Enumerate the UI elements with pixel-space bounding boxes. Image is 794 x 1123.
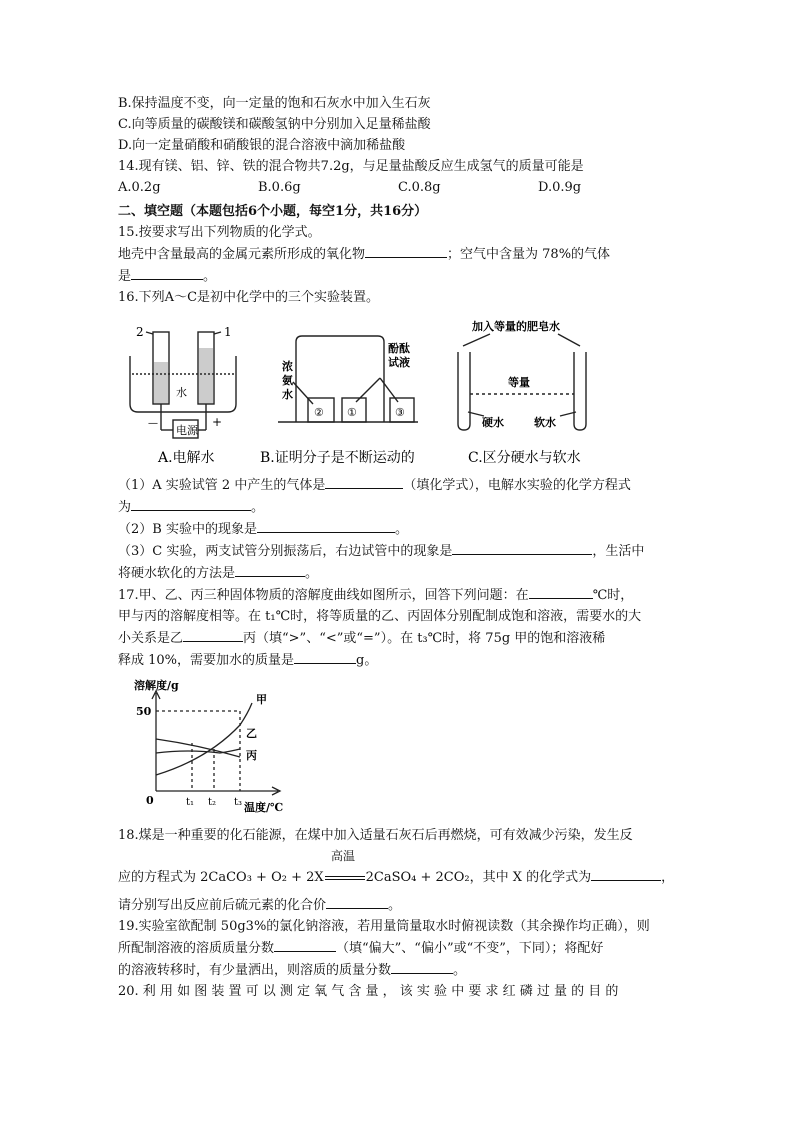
exam-page xyxy=(118,93,688,1002)
x-tick-t2: t₂ xyxy=(208,797,217,808)
curve-label-bing: 丙 xyxy=(246,749,257,762)
solubility-curve-figure xyxy=(128,679,303,819)
reaction-condition: 高温 xyxy=(331,849,356,863)
equal-amount-label: 等量 xyxy=(508,376,530,389)
answer-blank[interactable] xyxy=(131,496,251,511)
question-18: 18.煤是一种重要的化石能源，在煤中加入适量石灰石后再燃烧，可有效减少污染，发生反 xyxy=(118,828,633,843)
question-16-part3-cont: 将硬水软化的方法是 。 xyxy=(118,562,688,584)
question-15: 15.按要求写出下列物质的化学式。 xyxy=(118,225,321,240)
question-15-line2: 地壳中含量最高的金属元素所形成的氧化物 ；空气中含量为 78%的气体 xyxy=(118,243,688,265)
question-14: 14.现有镁、铝、锌、铁的混合物共7.2g，与足量盐酸反应生成氢气的质量可能是 xyxy=(118,159,584,174)
curve-jia xyxy=(156,703,252,775)
caption-b: B.证明分子是不断运动的 xyxy=(260,450,415,466)
x-tick-t1: t₁ xyxy=(186,797,195,808)
question-17-line2: 甲与丙的溶解度相等。在 t₁℃时，将等质量的乙、丙固体分别配制成饱和溶液，需要水的大 xyxy=(118,609,642,624)
beaker-label-3: ③ xyxy=(395,406,405,419)
q14-option-c: C.0.8g xyxy=(398,180,441,195)
ammonia-label: 浓 xyxy=(282,360,293,373)
beaker-label-2: ② xyxy=(314,406,324,419)
question-15-line3: 是 。 xyxy=(118,265,688,287)
equals-sign xyxy=(325,876,365,880)
power-label: 电源 xyxy=(176,424,198,437)
curve-label-yi: 乙 xyxy=(246,727,257,740)
minus-label: — xyxy=(148,418,158,429)
tube-label-2: 2 xyxy=(136,325,144,339)
y-axis-label: 溶解度/g xyxy=(134,679,179,692)
answer-blank[interactable] xyxy=(257,518,395,533)
plus-label: + xyxy=(212,415,223,429)
question-14-options xyxy=(118,177,688,198)
answer-blank[interactable] xyxy=(529,584,593,599)
q14-option-d: D.0.9g xyxy=(538,180,582,195)
caption-a: A.电解水 xyxy=(158,450,215,466)
question-17: 17.甲、乙、丙三种固体物质的溶解度曲线如图所示，回答下列问题：在 ℃时， xyxy=(118,584,688,606)
question-18-line3: 请分别写出反应前后硫元素的化合价 。 xyxy=(118,894,688,916)
curve-label-jia: 甲 xyxy=(256,693,267,706)
question-17-line3: 小关系是乙 丙（填“>”、“<”或“=”）。在 t₃℃时，将 75g 甲的饱和溶液稀 xyxy=(118,627,688,649)
answer-blank[interactable] xyxy=(452,540,592,555)
tube-label-1: 1 xyxy=(224,325,232,339)
y-tick-50: 50 xyxy=(136,705,152,718)
answer-blank[interactable] xyxy=(183,627,243,642)
answer-blank[interactable] xyxy=(391,959,453,974)
x-axis-label: 温度/℃ xyxy=(244,801,284,814)
origin-label: 0 xyxy=(146,794,154,807)
question-16-part1-cont: 为 。 xyxy=(118,496,688,518)
question-19-line3: 的溶液转移时，有少量洒出，则溶质的质量分数 。 xyxy=(118,959,688,981)
soap-water-label: 加入等量的肥皂水 xyxy=(472,320,560,333)
hard-water-label: 硬水 xyxy=(482,416,504,429)
question-17-line4: 释成 10%，需要加水的质量是 g。 xyxy=(118,649,688,671)
experiment-apparatus-figure xyxy=(118,312,608,472)
ammonia-label: 氨 xyxy=(282,374,293,387)
answer-blank[interactable] xyxy=(365,243,447,258)
section-heading: 二、填空题（本题包括6个小题，每空1分，共16分） xyxy=(118,204,428,219)
answer-blank[interactable] xyxy=(235,562,305,577)
answer-blank[interactable] xyxy=(294,649,356,664)
answer-blank[interactable] xyxy=(326,894,388,909)
question-18-equation: 高温 应的方程式为 2CaCO₃ + O₂ + 2X 2CaSO₄ + 2CO₂，其中 X 的化学式为 ， xyxy=(118,846,688,888)
question-20: 20. 利 用 如 图 装 置 可 以 测 定 氧 气 含 量 ， 该 实 验 中 要 求 红 磷 过 量 的 目 的 xyxy=(118,984,619,999)
answer-blank[interactable] xyxy=(591,866,661,881)
caption-c: C.区分硬水与软水 xyxy=(468,450,581,466)
solubility-graph xyxy=(128,679,303,819)
question-16: 16.下列A～C是初中化学中的三个实验装置。 xyxy=(118,290,380,305)
question-16-part2: （2）B 实验中的现象是 。 xyxy=(118,518,688,540)
phenolphthalein-label: 试液 xyxy=(388,356,410,369)
water-label: 水 xyxy=(176,386,187,399)
option-d: D.向一定量硝酸和硝酸银的混合溶液中滴加稀盐酸 xyxy=(118,138,406,153)
question-16-part3: （3）C 实验，两支试管分别振荡后，右边试管中的现象是 ，生活中 xyxy=(118,540,688,562)
beaker-label-1: ① xyxy=(347,406,357,419)
q14-option-b: B.0.6g xyxy=(258,180,301,195)
answer-blank[interactable] xyxy=(274,937,336,952)
option-b: B.保持温度不变，向一定量的饱和石灰水中加入生石灰 xyxy=(118,96,431,111)
answer-blank[interactable] xyxy=(131,265,203,280)
option-c: C.向等质量的碳酸镁和碳酸氢钠中分别加入足量稀盐酸 xyxy=(118,117,431,132)
apparatus-drawing xyxy=(118,312,608,472)
x-tick-t3: t₃ xyxy=(234,797,243,808)
question-19-line2: 所配制溶液的溶质质量分数 （填“偏大”、“偏小”或“不变”，下同）；将配好 xyxy=(118,937,688,959)
ammonia-label: 水 xyxy=(282,388,293,401)
question-19: 19.实验室欲配制 50g3%的氯化钠溶液，若用量筒量取水时俯视读数（其余操作均正确），则 xyxy=(118,919,650,934)
phenolphthalein-label: 酚酞 xyxy=(388,342,410,355)
curve-yi xyxy=(156,739,240,757)
curve-bing xyxy=(156,749,240,753)
answer-blank[interactable] xyxy=(325,474,403,489)
question-16-part1: （1）A 实验试管 2 中产生的气体是 （填化学式），电解水实验的化学方程式 xyxy=(118,474,688,496)
soft-water-label: 软水 xyxy=(534,416,556,429)
q14-option-a: A.0.2g xyxy=(118,180,161,195)
